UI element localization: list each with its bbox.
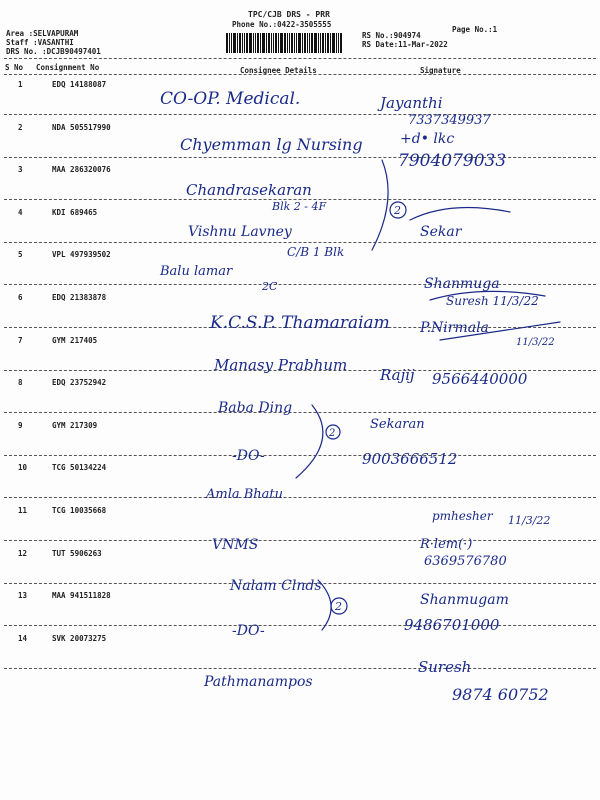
row-consignment-no: KDI 689465	[52, 207, 98, 217]
rs-date: RS Date:11-Mar-2022	[362, 40, 448, 49]
signature-phone: 6369576780	[424, 554, 507, 569]
signature: Shanmuga	[424, 276, 500, 292]
consignee-note: Pathmanampos	[204, 674, 313, 690]
signature: Jayanthi	[380, 94, 443, 112]
consignee-note: -DO-	[232, 448, 265, 464]
signature: Shanmugam	[420, 592, 509, 608]
row-consignment-no: SVK 20073275	[52, 633, 107, 643]
row-consignment-no: GYM 217309	[52, 420, 98, 430]
row-sno: 2	[18, 122, 23, 132]
row-consignment-no: GYM 217405	[52, 335, 98, 345]
group-mark: 2	[329, 428, 336, 439]
signature-phone: 9003666512	[362, 450, 458, 468]
row-consignment-no: EDQ 23752942	[52, 378, 107, 388]
row-consignment-no: MAA 286320076	[52, 165, 111, 175]
phone-number: Phone No.:0422-3505555	[232, 20, 332, 29]
col-consignment: Consignment No	[36, 63, 100, 72]
signature: Sekaran	[370, 417, 425, 432]
signature: pmhesher	[432, 509, 493, 523]
row-sno: 5	[18, 250, 23, 260]
signature-phone: 7337349937	[408, 113, 491, 128]
row-sno: 11	[18, 506, 28, 515]
group-mark: 2	[394, 204, 401, 217]
consignee-note: C/B 1 Blk	[287, 245, 345, 259]
rs-number: RS No.:904974	[362, 31, 421, 40]
group-bracket	[296, 405, 323, 478]
row-consignment-no: TCG 50134224	[52, 463, 107, 473]
row-consignment-no: TCG 10035668	[52, 506, 107, 515]
signature: P.Nirmala	[420, 320, 489, 336]
signature: Suresh 11/3/22	[446, 294, 539, 308]
col-consignee: Consignee Details	[240, 66, 317, 75]
row-sno: 13	[18, 591, 28, 601]
consignee-note: K.C.S.P. Thamaraiam	[210, 313, 390, 333]
row-sno: 9	[18, 420, 23, 430]
consignee-note: Nalam Clnds	[230, 578, 322, 594]
signature: 11/3/22	[516, 337, 555, 348]
group-bracket	[372, 160, 388, 250]
consignee-note: Chyemman lg Nursing	[180, 135, 363, 154]
col-sno: S No	[5, 63, 24, 72]
signature-phone: 7904079033	[398, 151, 507, 171]
signature-phone: 9566440000	[432, 370, 528, 388]
consignee-note: Balu lamar	[160, 264, 233, 279]
consignee-note: -DO-	[232, 623, 265, 639]
signature-phone: 9874 60752	[452, 685, 549, 704]
row-sno: 7	[18, 335, 23, 345]
page-number: Page No.:1	[452, 25, 498, 34]
consignee-note: Blk 2 - 4F	[272, 200, 327, 213]
signature: Rajij	[380, 366, 415, 384]
consignee-note: VNMS	[212, 537, 259, 553]
row-sno: 12	[18, 548, 28, 558]
row-sno: 14	[18, 633, 28, 643]
drs-number: DRS No. :DCJB90497401	[6, 47, 101, 56]
row-consignment-no: TUT 5906263	[52, 548, 102, 558]
consignee-note: Chandrasekaran	[186, 181, 312, 199]
signature: +d• lkc	[400, 131, 455, 147]
row-sno: 1	[18, 80, 23, 89]
consignee-note: Manasy Prabhum	[214, 356, 348, 374]
row-sno: 4	[18, 207, 23, 217]
consignee-note: 2C	[262, 280, 278, 293]
consignee-note: Amla Bhatu	[206, 487, 284, 502]
row-sno: 3	[18, 165, 23, 175]
row-sno: 6	[18, 293, 23, 302]
group-mark: 2	[335, 600, 342, 613]
signature: Suresh	[418, 658, 472, 676]
row-consignment-no: MAA 941511828	[52, 591, 111, 601]
document-title: TPC/CJB DRS - PRR	[248, 10, 330, 19]
row-consignment-no: EDQ 14188087	[52, 80, 107, 89]
row-sno: 8	[18, 378, 23, 388]
signature: Sekar	[420, 224, 462, 240]
row-consignment-no: EDQ 21383878	[52, 293, 107, 302]
consignee-note: Vishnu Lavney	[188, 224, 292, 240]
signature: R·lem(·)	[420, 537, 473, 552]
row-consignment-no: NDA 505517990	[52, 122, 111, 132]
signature-phone: 9486701000	[404, 616, 500, 634]
signature: 11/3/22	[508, 514, 551, 527]
row-sno: 10	[18, 463, 28, 473]
staff-field: Staff :VASANTHI	[6, 38, 74, 47]
consignee-note: CO-OP. Medical.	[160, 89, 301, 109]
col-signature: Signature	[420, 66, 461, 75]
signature-stroke	[410, 208, 510, 221]
area-field: Area :SELVAPURAM	[6, 29, 79, 38]
consignee-note: Baba Ding	[218, 400, 293, 416]
row-consignment-no: VPL 497939502	[52, 250, 111, 260]
